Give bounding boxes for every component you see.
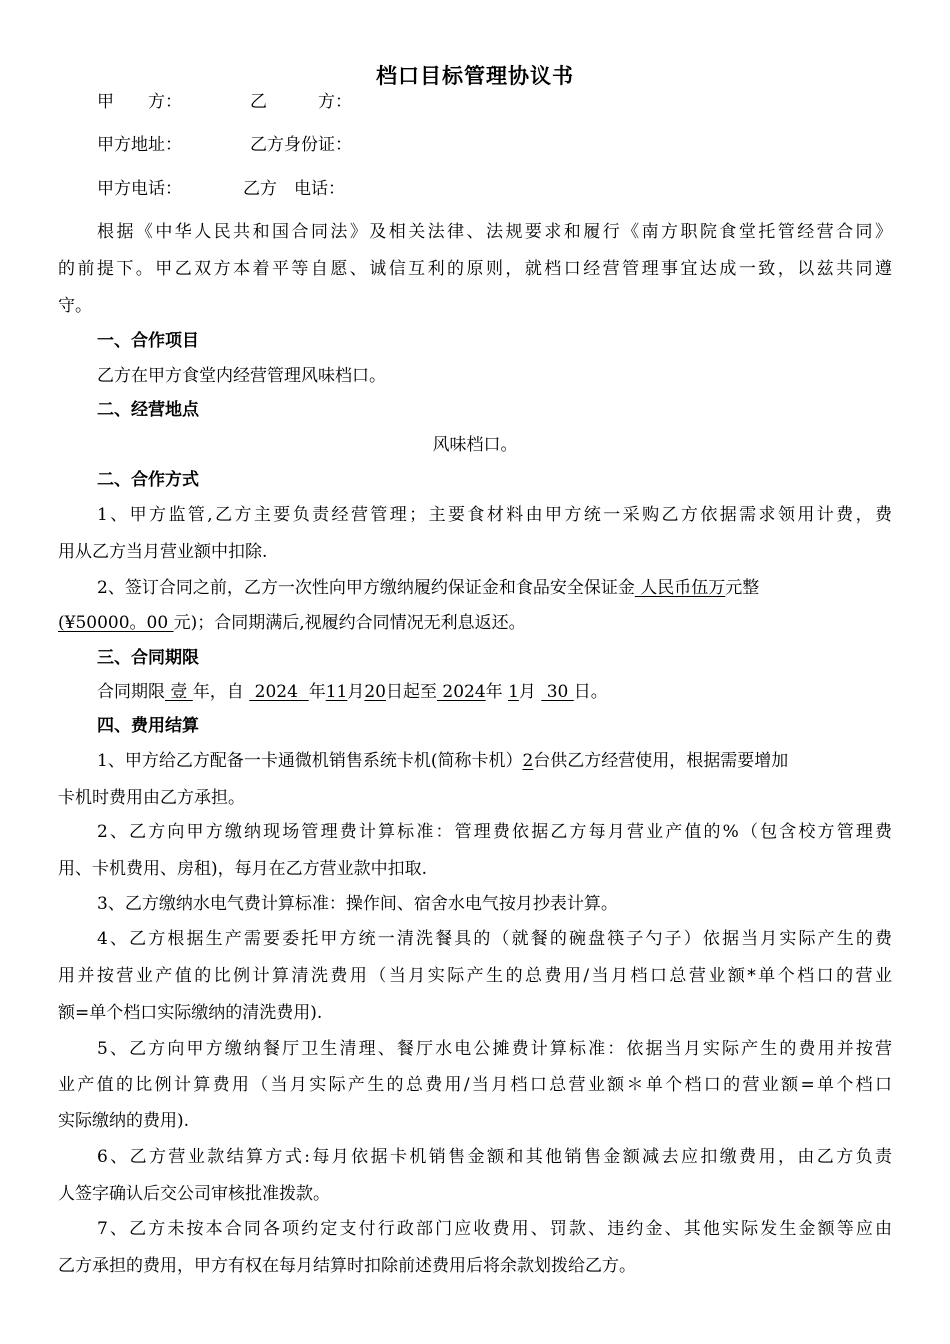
party-b-phone-label: 乙方 电话： [243, 179, 345, 199]
clause-text: 年，自 [192, 682, 250, 702]
clause-line: 用并按营业产值的比例计算清洗费用（当月实际产生的总费用/当月档口总营业额*单个档口的营业 [58, 966, 892, 986]
clause-line: 业产值的比例计算费用（当月实际产生的总费用/当月档口总营业额＊单个档口的营业额=单个档口 [58, 1075, 892, 1095]
deposit-amount-words: 人民币伍万 [634, 578, 726, 598]
section-heading: 四、费用结算 [97, 716, 199, 736]
clause-line: 7、乙方未按本合同各项约定支付行政部门应收费用、罚款、违约金、其他实际发生金额等应由 [97, 1219, 892, 1239]
clause-text: 日。 [573, 682, 608, 702]
clause-line: 5、乙方向甲方缴纳餐厅卫生清理、餐厅水电公摊费计算标准：依据当月实际产生的费用并按营 [97, 1039, 892, 1059]
section-heading: 一、合作项目 [97, 331, 199, 351]
intro-line: 守。 [58, 296, 92, 316]
clause-text: 元)；合同期满后,视履约合同情况无利息返还。 [173, 613, 526, 633]
document-title: 档口目标管理协议书 [376, 64, 574, 88]
section-text: 风味档口。 [432, 435, 518, 455]
clause-line: 卡机时费用由乙方承担。 [58, 788, 245, 808]
clause-line [97, 576, 759, 600]
clause-text: 1、甲方给乙方配备一卡通微机销售系统卡机(简称卡机） [97, 751, 523, 771]
period-years: 壹 [165, 682, 193, 702]
party-a-phone-label: 甲方电话： [97, 179, 182, 199]
clause-line: 1、甲方监管,乙方主要负责经营管理；主要食材料由甲方统一采购乙方依据需求领用计费，费 [97, 505, 892, 525]
clause-text: 年 [308, 682, 326, 702]
contract-period-line [97, 680, 608, 704]
clause-line [97, 749, 892, 773]
clause-line: 用从乙方当月营业额中扣除. [58, 542, 268, 562]
clause-line: 6、乙方营业款结算方式:每月依据卡机销售金额和其他销售金额减去应扣缴费用，由乙方负责 [97, 1147, 892, 1167]
clause-text: 月 [347, 682, 365, 702]
section-heading: 二、经营地点 [97, 400, 199, 420]
clause-text: 台供乙方经营使用，根据需要增加 [533, 751, 789, 771]
party-b-label: 乙 方： [250, 92, 352, 112]
deposit-amount-number: (¥50000。00 [58, 613, 174, 633]
start-month: 11 [325, 682, 348, 702]
section-text: 乙方在甲方食堂内经营管理风味档口。 [97, 366, 386, 386]
clause-line: 4、乙方根据生产需要委托甲方统一清洗餐具的（就餐的碗盘筷子勺子）依据当月实际产生的费 [97, 929, 892, 949]
clause-line: 2、乙方向甲方缴纳现场管理费计算标准：管理费依据乙方每月营业产值的%（包含校方管理费 [97, 822, 892, 842]
end-year: 2024 [436, 682, 486, 702]
party-a-address-label: 甲方地址： [97, 135, 182, 155]
clause-text: 月 [518, 682, 542, 702]
end-day: 30 [541, 682, 574, 702]
clause-text: 年 [485, 682, 509, 702]
clause-line: 用、卡机费用、房租)，每月在乙方营业款中扣取. [58, 859, 428, 879]
intro-line: 根据《中华人民共和国合同法》及相关法律、法规要求和履行《南方职院食堂托管经营合同》 [97, 222, 892, 242]
party-a-label: 甲 方： [97, 92, 182, 112]
clause-line [58, 611, 526, 635]
clause-line: 实际缴纳的费用). [58, 1111, 190, 1131]
intro-line: 的前提下。甲乙双方本着平等自愿、诚信互利的原则，就档口经营管理事宜达成一致，以兹共同遵 [58, 259, 892, 279]
section-heading: 三、合同期限 [97, 648, 199, 668]
party-b-id-label: 乙方身份证： [250, 135, 352, 155]
clause-text: 元整 [725, 578, 760, 598]
clause-text: 合同期限 [97, 682, 165, 702]
start-day: 20 [364, 682, 386, 702]
start-year: 2024 [249, 682, 309, 702]
clause-line: 3、乙方缴纳水电气费计算标准：操作间、宿舍水电气按月抄表计算。 [97, 894, 618, 914]
clause-line: 乙方承担的费用，甲方有权在每月结算时扣除前述费用后将余款划拨给乙方。 [58, 1256, 636, 1276]
clause-line: 额=单个档口实际缴纳的清洗费用). [58, 1003, 323, 1023]
end-month: 1 [508, 682, 519, 702]
card-machine-count: 2 [522, 751, 534, 771]
section-heading: 二、合作方式 [97, 470, 199, 490]
clause-line: 人签字确认后交公司审核批准拨款。 [58, 1184, 330, 1204]
clause-text: 2、签订合同之前，乙方一次性向甲方缴纳履约保证金和食品安全保证金 [97, 578, 635, 598]
clause-text: 日起至 [385, 682, 437, 702]
